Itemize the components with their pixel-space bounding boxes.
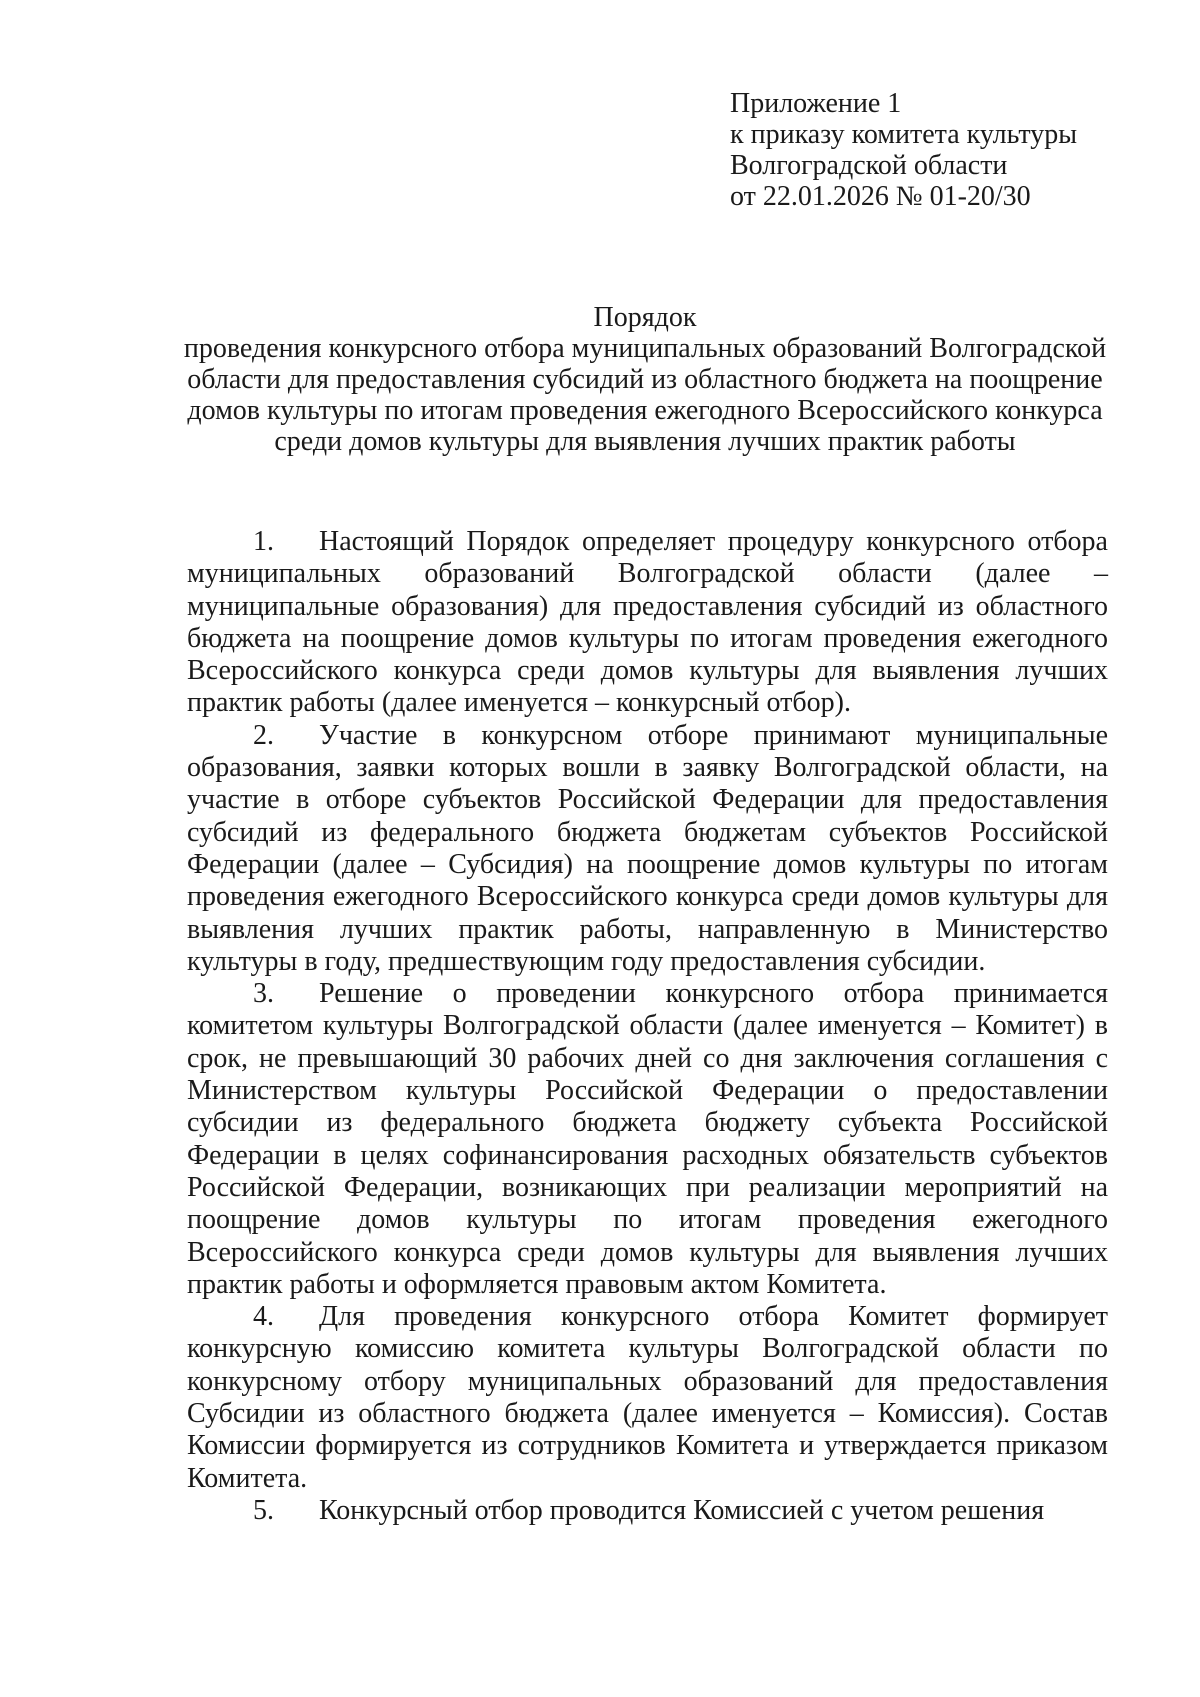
- paragraph-text: Настоящий Порядок определяет процедуру конкурсного отбора муниципальных образований Волгоградской области (далее – муниципальные образования) для предоставления субсидий из областного бюджета на поощрение домов культуры по итогам проведения ежегодного Всероссийского конкурса среди домов культуры для выявления лучших практик работы (далее именуется – конкурсный отбор).: [187, 526, 1108, 719]
- paragraph-3: [187, 978, 1108, 1301]
- document-title: [170, 302, 1120, 457]
- paragraph-text: Конкурсный отбор проводится Комиссией с учетом решения: [319, 1494, 1045, 1526]
- title-main: Порядок: [593, 302, 697, 333]
- paragraph-text: Решение о проведении конкурсного отбора принимается комитетом культуры Волгоградской области (далее именуется – Комитет) в срок, не превышающий 30 рабочих дней со дня заключения соглашения с Министерством культуры Российской Федерации о предоставлении субсидии из федерального бюджета бюджету субъекта Российской Федерации в целях софинансирования расходных обязательств субъектов Российской Федерации, возникающих при реализации мероприятий на поощрение домов культуры по итогам проведения ежегодного Всероссийского конкурса среди домов культуры для выявления лучших практик работы и оформляется правовым актом Комитета.: [187, 978, 1108, 1300]
- paragraph-4: [187, 1301, 1108, 1495]
- appendix-line: к приказу комитета культуры: [730, 119, 1078, 150]
- paragraph-2: [187, 720, 1108, 978]
- paragraph-text: Участие в конкурсном отборе принимают муниципальные образования, заявки которых вошли в заявку Волгоградской области, на участие в отборе субъектов Российской Федерации для предоставления субсидий из федерального бюджета бюджетам субъектов Российской Федерации (далее – Субсидия) на поощрение домов культуры по итогам проведения ежегодного Всероссийского конкурса среди домов культуры для выявления лучших практик работы, направленную в Министерство культуры в году, предшествующим году предоставления субсидии.: [187, 719, 1108, 977]
- paragraph-number: 5.: [253, 1494, 274, 1526]
- appendix-line: Волгоградской области: [730, 150, 1008, 181]
- title-subtitle: проведения конкурсного отбора муниципальных образований Волгоградской области для предоставления субсидий из областного бюджета на поощрение домов культуры по итогам проведения ежегодного Всероссийского конкурса среди домов культуры для выявления лучших практик работы: [183, 333, 1107, 457]
- paragraph-number: 2.: [253, 719, 274, 751]
- paragraph-5: [187, 1495, 1108, 1527]
- paragraph-1: [187, 526, 1108, 720]
- document-body: [187, 526, 1108, 1527]
- paragraph-number: 1.: [253, 526, 274, 557]
- appendix-line: от 22.01.2026 № 01-20/30: [730, 181, 1031, 212]
- appendix-header: [730, 88, 1150, 212]
- paragraph-number: 4.: [253, 1301, 274, 1333]
- appendix-line: Приложение 1: [730, 88, 902, 119]
- paragraph-number: 3.: [253, 978, 274, 1010]
- paragraph-text: Для проведения конкурсного отбора Комитет формирует конкурсную комиссию комитета культуры Волгоградской области по конкурсному отбору муниципальных образований для предоставления Субсидии из областного бюджета (далее именуется – Комиссия). Состав Комиссии формируется из сотрудников Комитета и утверждается приказом Комитета.: [187, 1301, 1108, 1494]
